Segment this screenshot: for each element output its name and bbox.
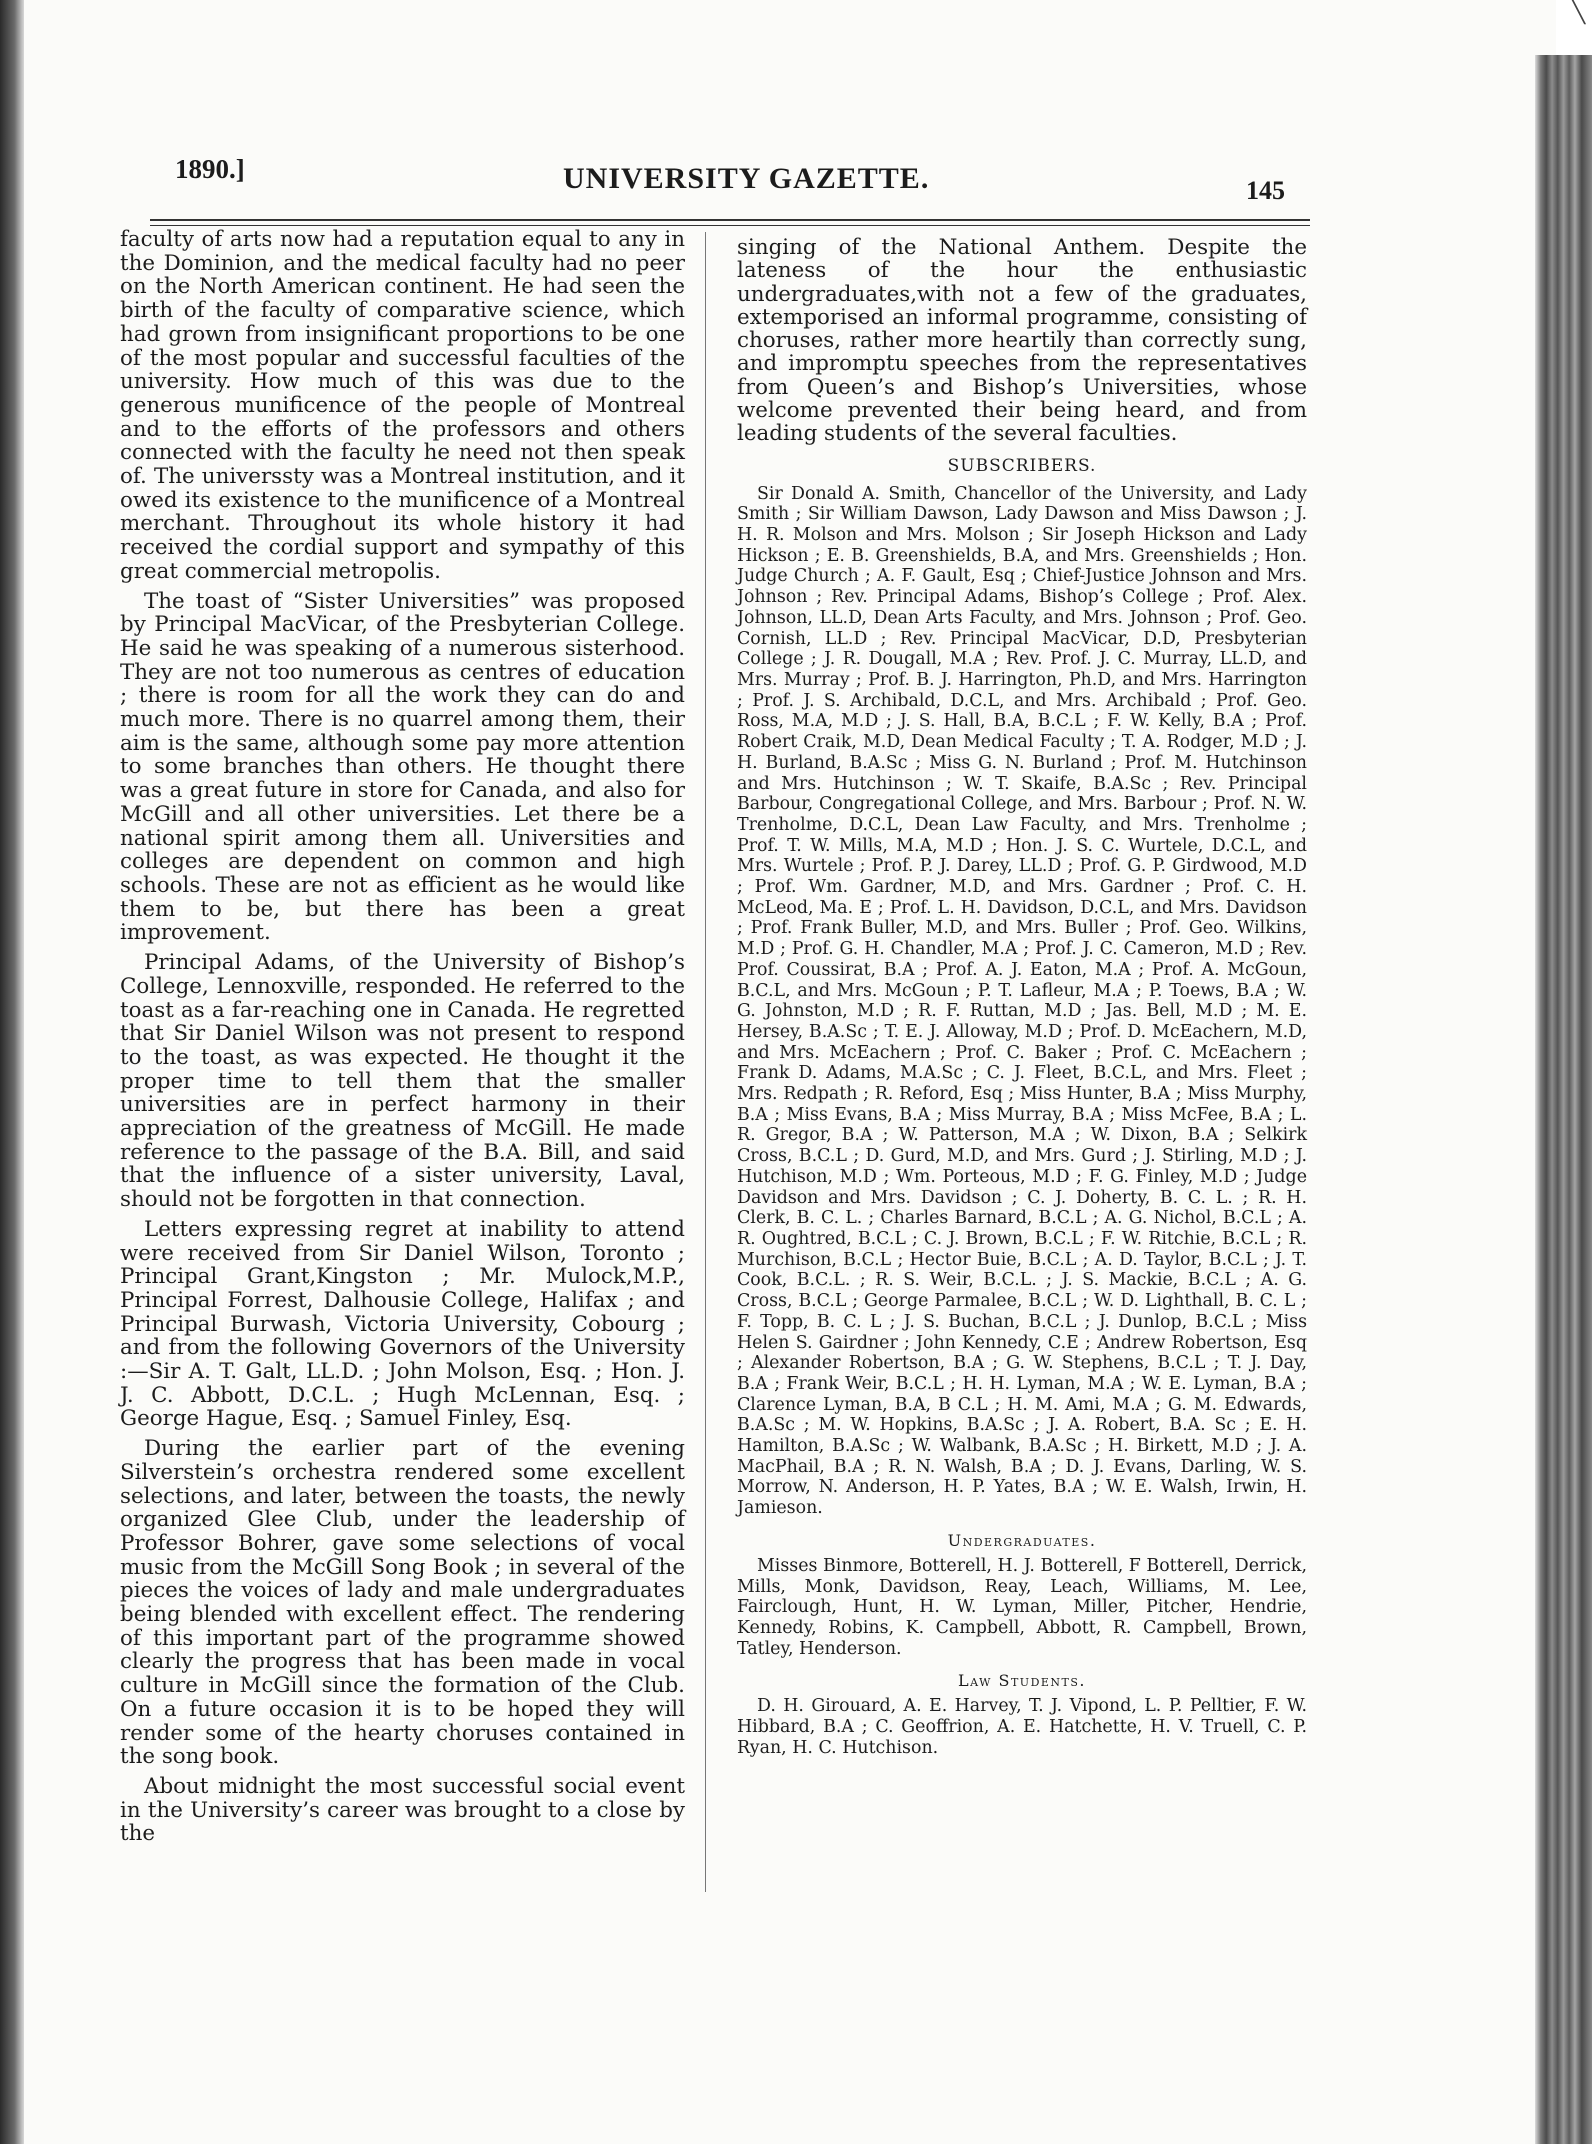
book-binding-edge — [1535, 55, 1592, 2144]
undergraduates-list: Misses Binmore, Botterell, H. J. Botterell, F Botterell, Derrick, Mills, Monk, Davidson, Reay, Leach, Williams, M. Lee, Fairclough, Hunt, H. W. Lyman, Miller, Pitcher, Hendrie, Kennedy, Robins, K. Campbell, Abbott, R. Campbell, Brown, Tatley, Henderson. — [737, 1555, 1307, 1659]
page-header — [175, 148, 1285, 208]
subscribers-heading: SUBSCRIBERS. — [947, 455, 1097, 476]
paragraph: The toast of “Sister Universities” was proposed by Principal MacVicar, of the Presbyterian College. He said he was speaking of a numerous sisterhood. They are not too numerous as centres of education ; there is room for all the work they can do and much more. There is no quarrel among them, their aim is the same, although some pay more attention to some branches than others. He thought there was a great future in store for Canada, and also for McGill and all other universities. Let there be a national spirit among them all. Universities and colleges are dependent on common and high schools. These are not as efficient as he would like them to be, but there has been a great improvement. — [120, 588, 685, 946]
header-rule — [150, 219, 1310, 221]
right-column — [737, 236, 1307, 1758]
law-students-list: D. H. Girouard, A. E. Harvey, T. J. Vipond, L. P. Pelltier, F. W. Hibbard, B.A ; C. Geoffrion, A. E. Hatchette, H. V. Truell, C. P. Ryan, H. C. Hutchison. — [737, 1696, 1307, 1758]
paragraph: faculty of arts now had a reputation equal to any in the Dominion, and the medical faculty had no peer on the North American continent. He had seen the birth of the faculty of comparative science, which had grown from insignificant proportions to be one of the most popular and successful faculties of the university. How much of this was due to the generous munificence of the people of Montreal and to the efforts of the professors and others connected with the faculty he need not then speak of. The universsty was a Montreal institution, and it owed its existence to the munificence of a Montreal merchant. Throughout its whole history it had received the cordial support and sympathy of this great commercial metropolis. — [120, 227, 685, 584]
corner-mark: ╲ — [1571, 0, 1586, 25]
paragraph: singing of the National Anthem. Despite the lateness of the hour the enthusiastic undergraduates,with not a few of the graduates, extemporised an informal programme, consisting of choruses, rather more heartily than correctly sung, and impromptu speeches from the representatives from Queen’s and Bishop’s Universities, whose welcome prevented their being heard, and from leading students of the several faculties. — [737, 235, 1307, 447]
subscribers-list: Sir Donald A. Smith, Chancellor of the University, and Lady Smith ; Sir William Dawson, Lady Dawson and Miss Dawson ; J. H. R. Molson and Mrs. Molson ; Sir Joseph Hickson and Lady Hickson ; E. B. Greenshields, B.A, and Mrs. Greenshields ; Hon. Judge Church ; A. F. Gault, Esq ; Chief-Justice Johnson and Mrs. Johnson ; Rev. Principal Adams, Bishop’s College ; Prof. Alex. Johnson, LL.D, Dean Arts Faculty, and Mrs. Johnson ; Prof. Geo. Cornish, LL.D ; Rev. Principal MacVicar, D.D, Presbyterian College ; J. R. Dougall, M.A ; Rev. Prof. J. C. Murray, LL.D, and Mrs. Murray ; Prof. B. J. Harrington, Ph.D, and Mrs. Harrington ; Prof. J. S. Archibald, D.C.L, and Mrs. Archibald ; Prof. Geo. Ross, M.A, M.D ; J. S. Hall, B.A, B.C.L ; F. W. Kelly, B.A ; Prof. Robert Craik, M.D, Dean Medical Faculty ; T. A. Rodger, M.D ; J. H. Burland, B.A.Sc ; Miss G. N. Burland ; Prof. M. Hutchinson and Mrs. Hutchinson ; W. T. Skaife, B.A.Sc ; Rev. Principal Barbour, Congregational College, and Mrs. Barbour ; Prof. N. W. Trenholme, D.C.L, Dean Law Faculty, and Mrs. Trenholme ; Prof. T. W. Mills, M.A, M.D ; Hon. J. S. C. Wurtele, D.C.L, and Mrs. Wurtele ; Prof. P. J. Darey, LL.D ; Prof. G. P. Girdwood, M.D ; Prof. Wm. Gardner, M.D, and Mrs. Gardner ; Prof. C. H. McLeod, Ma. E ; Prof. L. H. Davidson, D.C.L, and Mrs. Davidson ; Prof. Frank Buller, M.D, and Mrs. Buller ; Prof. Geo. Wilkins, M.D ; Prof. G. H. Chandler, M.A ; Prof. J. C. Cameron, M.D ; Rev. Prof. Coussirat, B.A ; Prof. A. J. Eaton, M.A ; Prof. A. McGoun, B.C.L, and Mrs. McGoun ; P. T. Lafleur, M.A ; P. Toews, B.A ; W. G. Johnston, M.D ; R. F. Ruttan, M.D ; Jas. Bell, M.D ; M. E. Hersey, B.A.Sc ; T. E. J. Alloway, M.D ; Prof. D. McEachern, M.D, and Mrs. McEachern ; Prof. C. Baker ; Prof. C. McEachern ; Frank D. Adams, M.A.Sc ; C. J. Fleet, B.C.L, and Mrs. Fleet ; Mrs. Redpath ; R. Reford, Esq ; Miss Hunter, B.A ; Miss Murphy, B.A ; Miss Evans, B.A ; Miss Murray, B.A ; Miss McFee, B.A ; L. R. Gregor, B.A ; W. Patterson, M.A ; W. Dixon, B.A ; Selkirk Cross, B.C.L ; D. Gurd, M.D, and Mrs. Gurd ; J. Stirling, M.D ; J. Hutchison, M.D ; Wm. Porteous, M.D ; F. G. Finley, M.D ; Judge Davidson and Mrs. Davidson ; C. J. Doherty, B. C. L. ; R. H. Clerk, B. C. L. ; Charles Barnard, B.C.L ; A. G. Nichol, B.C.L ; A. R. Oughtred, B.C.L ; C. J. Brown, B.C.L ; F. W. Ritchie, B.C.L ; R. Murchison, B.C.L ; Hector Buie, B.C.L ; A. D. Taylor, B.C.L ; J. T. Cook, B.C.L. ; R. S. Weir, B.C.L. ; J. S. Mackie, B.C.L ; A. G. Cross, B.C.L ; George Parmalee, B.C.L ; W. D. Lighthall, B. C. L ; F. Topp, B. C. L ; J. S. Buchan, B.C.L ; J. Dunlop, B.C.L ; Miss Helen S. Gairdner ; John Kennedy, C.E ; Andrew Robertson, Esq ; Alexander Robertson, B.A ; G. W. Stephens, B.C.L ; T. J. Day, B.A ; Frank Weir, B.C.L ; H. H. Lyman, M.A ; W. E. Lyman, B.A ; Clarence Lyman, B.A, B C.L ; H. M. Ami, M.A ; G. M. Edwards, B.A.Sc ; M. W. Hopkins, B.A.Sc ; J. A. Robert, B.A. Sc ; E. H. Hamilton, B.A.Sc ; W. Walbank, B.A.Sc ; H. Birkett, M.D ; J. A. MacPhail, B.A ; R. N. Walsh, B.A ; D. J. Evans, Darling, W. S. Morrow, N. Anderson, H. P. Yates, B.A ; W. E. Walsh, Irwin, H. Jamieson. — [737, 483, 1307, 1519]
paragraph: About midnight the most successful social event in the University’s career was brought to a close by the — [120, 1774, 685, 1847]
paragraph: Principal Adams, of the University of Bishop’s College, Lennoxville, responded. He referred to the toast as a far-reaching one in Canada. He regretted that Sir Daniel Wilson was not present to respond to the toast, as was expected. He thought it the proper time to tell them that the smaller universities are in perfect harmony in their appreciation of the greatness of McGill. He made reference to the passage of the B.A. Bill, and said that the influence of a sister university, Laval, should not be forgotten in that connection. — [120, 950, 685, 1213]
header-year: 1890.] — [175, 154, 245, 184]
paragraph: Letters expressing regret at inability to attend were received from Sir Daniel Wilson, Toronto ; Principal Grant,Kingston ; Mr. Mulock,M.P., Principal Forrest, Dalhousie College, Halifax ; and Principal Burwash, Victoria University, Cobourg ; and from the following Governors of the University :—Sir A. T. Galt, LL.D. ; John Molson, Esq. ; Hon. J. J. C. Abbott, D.C.L. ; Hugh McLennan, Esq. ; George Hague, Esq. ; Samuel Finley, Esq. — [120, 1216, 685, 1432]
column-divider — [705, 232, 706, 1892]
header-title: UNIVERSITY GAZETTE. — [563, 162, 930, 195]
paragraph: During the earlier part of the evening Silverstein’s orchestra rendered some excellent selections, and later, between the toasts, the newly organized Glee Club, under the leadership of Professor Bohrer, gave some selections of vocal music from the McGill Song Book ; in several of the pieces the voices of lady and male undergraduates being blended with excellent effect. The rendering of this important part of the programme showed clearly the progress that has been made in vocal culture in McGill since the formation of the Club. On a future occasion it is to be hoped they will render some of the hearty choruses contained in the song book. — [120, 1436, 685, 1770]
page-number: 145 — [1246, 176, 1285, 205]
left-column — [120, 228, 685, 1846]
scan-left-margin — [0, 0, 24, 2144]
header-rule-thin — [150, 225, 1310, 226]
undergraduates-heading: Undergraduates. — [947, 1530, 1097, 1550]
law-students-heading: Law Students. — [957, 1671, 1087, 1691]
